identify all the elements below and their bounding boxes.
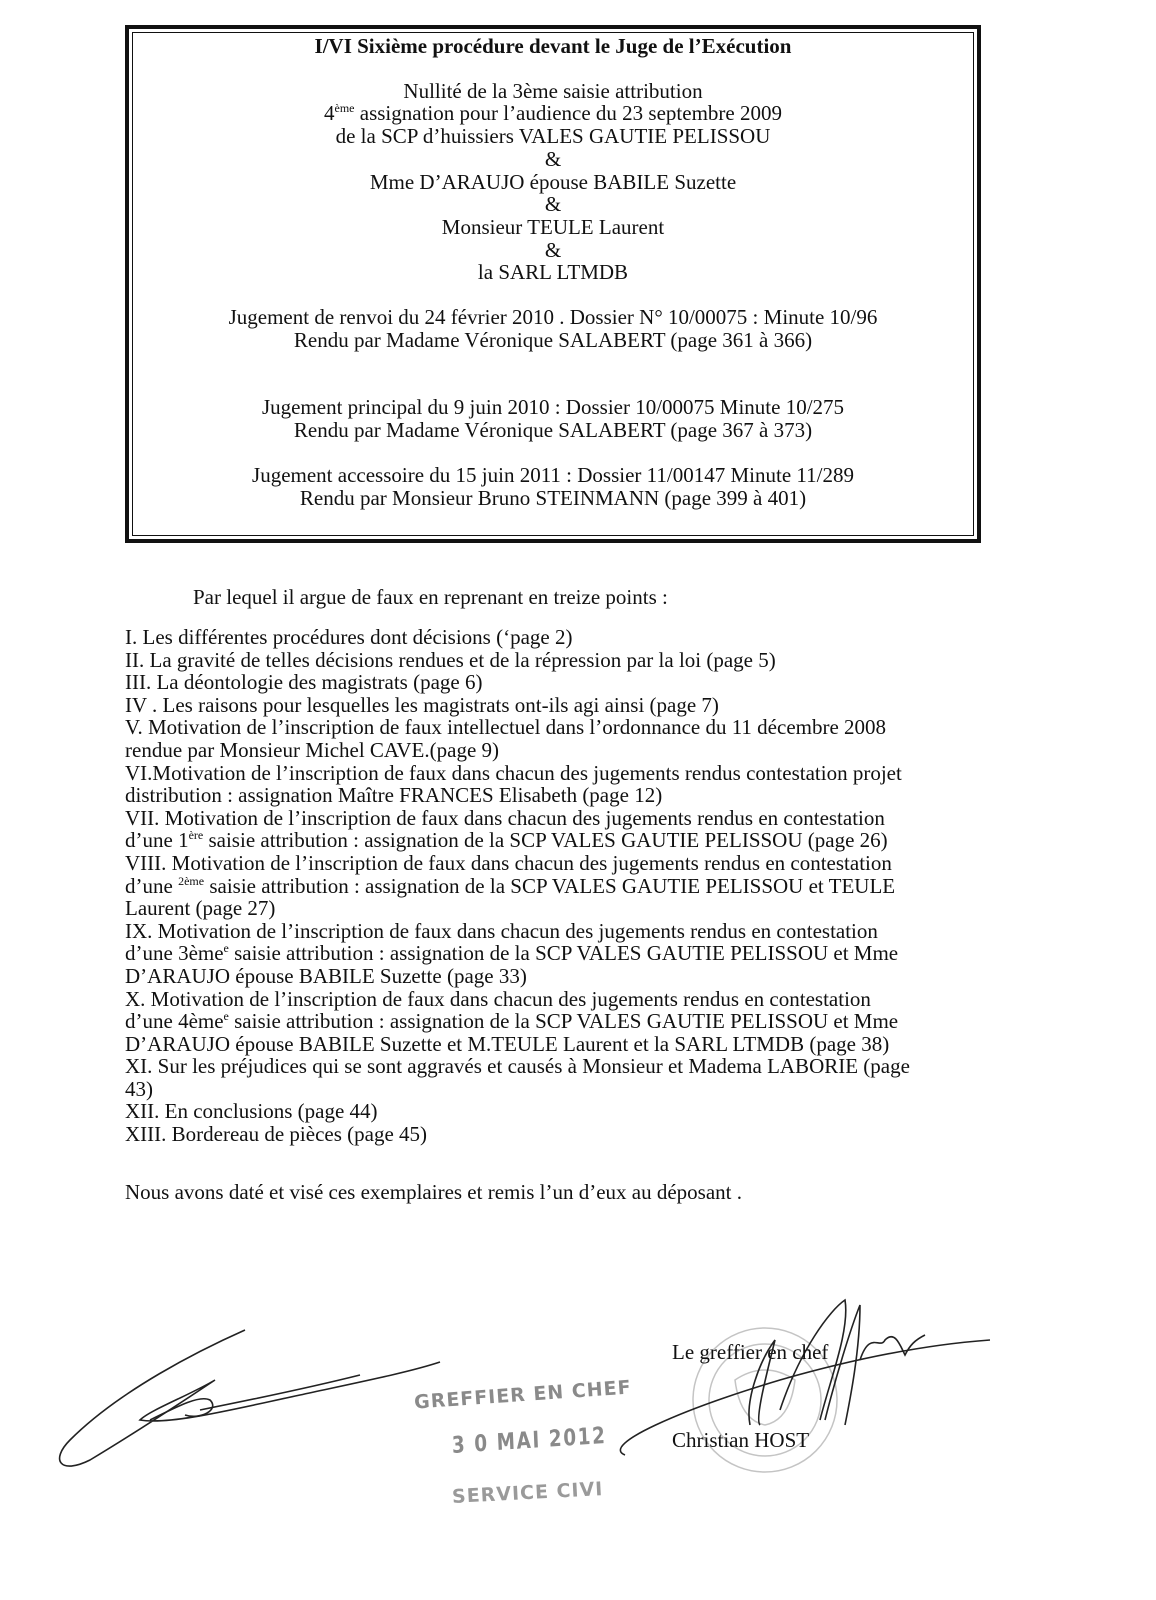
judgment-renvoi: Jugement de renvoi du 24 février 2010 . Dossier N° 10/00075 : Minute 10/96 — [228, 305, 878, 330]
point-text-post: saisie attribution : assignation de la SCP VALES GAUTIE PELISSOU (page 26) — [203, 828, 888, 853]
point-item-continuation: Laurent (page 27) — [125, 896, 276, 921]
point-item-continuation: D’ARAUJO épouse BABILE Suzette et M.TEULE Laurent et la SARL LTMDB (page 38) — [125, 1031, 890, 1056]
points-list — [125, 626, 1025, 1146]
stamp-date: 3 0 MAI 2012 — [451, 1422, 607, 1459]
point-text-post: saisie attribution : assignation de la SCP VALES GAUTIE PELISSOU et Mme — [228, 941, 899, 966]
left-signature — [60, 1330, 440, 1466]
point-item: VIII. Motivation de l’inscription de faux dans chacun des jugements rendus en contestation — [125, 850, 892, 875]
assignation-rest: assignation pour l’audience du 23 septembre 2009 — [354, 101, 782, 126]
header-box-inner — [132, 32, 974, 536]
party-sarl: la SARL LTMDB — [477, 260, 629, 285]
stamp-role: GREFFIER EN CHEF — [413, 1376, 633, 1414]
point-item: XII. En conclusions (page 44) — [125, 1099, 378, 1124]
assignation-line — [133, 102, 973, 125]
judgment-principal: Jugement principal du 9 juin 2010 : Dossier 10/00075 Minute 10/275 — [261, 395, 845, 420]
point-item: IX. Motivation de l’inscription de faux dans chacun des jugements rendus en contestation — [125, 918, 878, 943]
header-box — [125, 25, 981, 543]
point-item-continuation — [125, 942, 1025, 965]
judgment-renvoi-by: Rendu par Madame Véronique SALABERT (page 361 à 366) — [293, 327, 813, 352]
section-title: I/VI Sixième procédure devant le Juge de l’Exécution — [314, 34, 792, 58]
point-item: VII. Motivation de l’inscription de faux dans chacun des jugements rendus en contestation — [125, 805, 885, 830]
party-araujo: Mme D’ARAUJO épouse BABILE Suzette — [369, 169, 737, 194]
closing-text: Nous avons daté et visé ces exemplaires et remis l’un d’eux au déposant . — [125, 1180, 742, 1204]
point-item: IV . Les raisons pour lesquelles les magistrats ont-ils agi ainsi (page 7) — [125, 692, 719, 717]
ampersand: & — [544, 146, 562, 171]
judgment-accessoire-by: Rendu par Monsieur Bruno STEINMANN (page 399 à 401) — [299, 485, 807, 510]
signatory-name: Christian HOST — [672, 1428, 810, 1452]
point-item-continuation — [125, 1010, 1025, 1033]
nullity-line: Nullité de la 3ème saisie attribution — [403, 78, 703, 103]
point-item-continuation: rendue par Monsieur Michel CAVE.(page 9) — [125, 737, 500, 762]
point-item: I. Les différentes procédures dont décisions (‘page 2) — [125, 625, 573, 649]
point-item: V. Motivation de l’inscription de faux intellectuel dans l’ordonnance du 11 décembre 2008 — [125, 715, 887, 740]
party-scp: de la SCP d’huissiers VALES GAUTIE PELISSOU — [335, 124, 771, 149]
point-text-pre: d’une 3ème — [125, 941, 224, 966]
point-text-post: saisie attribution : assignation de la SCP VALES GAUTIE PELISSOU et TEULE — [204, 873, 896, 898]
point-item: III. La déontologie des magistrats (page 6) — [125, 670, 483, 695]
judgment-principal-by: Rendu par Madame Véronique SALABERT (page 367 à 373) — [293, 418, 813, 443]
point-text-sup: 2ème — [178, 873, 205, 888]
point-text-sup: ère — [188, 828, 204, 843]
point-text-sup: e — [223, 1009, 229, 1024]
ampersand: & — [544, 237, 562, 262]
point-item-continuation: distribution : assignation Maître FRANCES Elisabeth (page 12) — [125, 783, 663, 808]
point-item: VI.Motivation de l’inscription de faux dans chacun des jugements rendus contestation projet — [125, 760, 902, 785]
point-item-continuation — [125, 829, 1025, 852]
intro-text: Par lequel il argue de faux en reprenant en treize points : — [193, 585, 668, 609]
point-item: XIII. Bordereau de pièces (page 45) — [125, 1122, 428, 1147]
point-item: X. Motivation de l’inscription de faux dans chacun des jugements rendus en contestation — [125, 986, 871, 1011]
point-item: II. La gravité de telles décisions rendues et de la répression par la loi (page 5) — [125, 647, 776, 672]
assignation-sup: ème — [334, 101, 355, 116]
point-item-continuation: 43) — [125, 1076, 153, 1101]
point-text-pre: d’une 4ème — [125, 1009, 224, 1034]
assignation-num: 4 — [324, 101, 335, 126]
point-item: XI. Sur les préjudices qui se sont aggravés et causés à Monsieur et Madema LABORIE (page — [125, 1054, 910, 1079]
point-text-post: saisie attribution : assignation de la SCP VALES GAUTIE PELISSOU et Mme — [228, 1009, 899, 1034]
point-item-continuation: D’ARAUJO épouse BABILE Suzette (page 33) — [125, 963, 527, 988]
signatory-title: Le greffier en chef — [672, 1340, 829, 1364]
judgment-accessoire: Jugement accessoire du 15 juin 2011 : Dossier 11/00147 Minute 11/289 — [252, 462, 854, 487]
point-item-continuation — [125, 875, 1025, 898]
point-text-sup: e — [223, 941, 229, 956]
party-teule: Monsieur TEULE Laurent — [441, 214, 665, 239]
stamp-service: SERVICE CIVI — [451, 1478, 604, 1508]
point-text-pre: d’une — [125, 873, 179, 898]
point-text-pre: d’une 1 — [125, 828, 189, 853]
ampersand: & — [544, 192, 562, 217]
